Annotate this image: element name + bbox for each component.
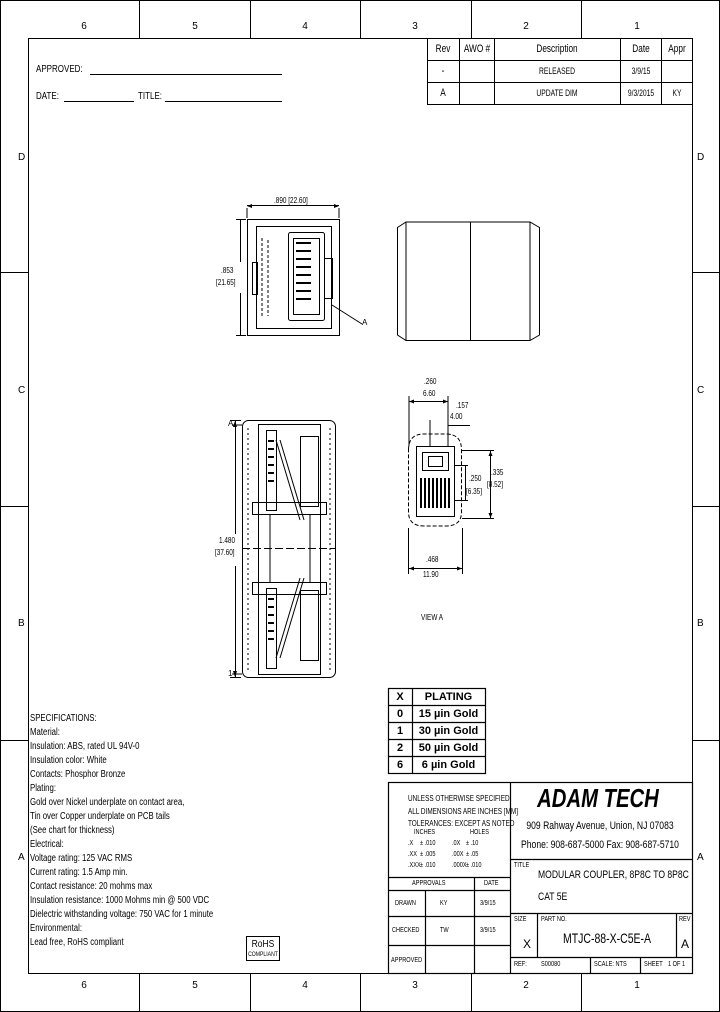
side-length-in: 1.480 bbox=[219, 536, 236, 545]
front-height-mm: [21.65] bbox=[216, 278, 236, 287]
rev-label: REV bbox=[679, 916, 691, 923]
rev-row2-description: UPDATE DIM bbox=[536, 88, 578, 98]
approved-label: APPROVED: bbox=[36, 64, 83, 75]
zone-top-3: 3 bbox=[412, 21, 418, 32]
tol-inches-label: INCHES bbox=[414, 829, 436, 836]
viewa-w2-mm: 4.00 bbox=[450, 412, 463, 421]
side-marker-top: A bbox=[228, 419, 234, 428]
approvals-date-header: DATE bbox=[484, 880, 499, 887]
plating-row-value: 30 µin Gold bbox=[418, 725, 479, 737]
zone-right-a: A bbox=[697, 852, 704, 863]
ref-label: REF: bbox=[514, 961, 527, 968]
spec-line: Material: bbox=[30, 727, 60, 738]
approval-role: DRAWN bbox=[395, 900, 416, 907]
zone-right-d: D bbox=[697, 152, 705, 163]
tol-cell: ± .05 bbox=[466, 851, 479, 858]
rev-row1-date: 3/9/15 bbox=[631, 66, 651, 76]
spec-line: Electrical: bbox=[30, 839, 64, 850]
inner-border bbox=[29, 39, 693, 974]
tolerance-note: TOLERANCES: EXCEPT AS NOTED bbox=[408, 819, 515, 828]
plating-row-code: 2 bbox=[396, 742, 404, 754]
rev-header-description: Description bbox=[536, 43, 578, 55]
spec-line: Insulation resistance: 1000 Mohms min @ 500 VDC bbox=[30, 895, 210, 906]
sheet-label: SHEET bbox=[644, 961, 663, 968]
spec-line: Insulation: ABS, rated UL 94V-0 bbox=[30, 741, 140, 752]
rev-row2-appr: KY bbox=[672, 88, 682, 98]
ref-value: S00080 bbox=[541, 961, 561, 968]
plating-header-x: X bbox=[396, 691, 404, 703]
rev-row1-description: RELEASED bbox=[538, 66, 576, 76]
spec-line: Contacts: Phosphor Bronze bbox=[30, 769, 126, 780]
plating-row-code: 6 bbox=[396, 759, 404, 771]
tol-cell: .XXX bbox=[408, 862, 421, 869]
size-label: SIZE bbox=[514, 916, 527, 923]
plating-row-code: 0 bbox=[396, 708, 404, 720]
zone-left-d: D bbox=[18, 152, 26, 163]
viewa-h1-in: .250 bbox=[469, 474, 482, 483]
date-label: DATE: bbox=[36, 91, 59, 102]
company-address: 909 Rahway Avenue, Union, NJ 07083 bbox=[526, 820, 674, 832]
plating-row-code: 1 bbox=[396, 725, 404, 737]
tolerance-note: ALL DIMENSIONS ARE INCHES [MM] bbox=[408, 807, 519, 816]
spec-line: Voltage rating: 125 VAC RMS bbox=[30, 853, 133, 864]
approval-name: KY bbox=[440, 900, 448, 907]
side-length-mm: [37.60] bbox=[215, 548, 235, 557]
tol-cell: .00X bbox=[452, 851, 464, 858]
rev-value: A bbox=[681, 937, 690, 951]
sheet-value: 1 OF 1 bbox=[668, 961, 686, 968]
viewa-w1-in: .260 bbox=[424, 377, 437, 386]
part-no-label: PART NO. bbox=[541, 916, 567, 923]
tol-cell: ± .010 bbox=[466, 862, 482, 869]
viewa-h2-in: .335 bbox=[491, 468, 504, 477]
size-value: X bbox=[523, 937, 532, 951]
title-field-label: TITLE bbox=[514, 862, 530, 869]
rohs-mark: RoHS bbox=[251, 939, 275, 950]
tolerance-note: UNLESS OTHERWISE SPECIFIED bbox=[408, 794, 510, 803]
viewa-bottom-in: .468 bbox=[426, 555, 439, 564]
tol-cell: .000X bbox=[452, 862, 467, 869]
title-label: TITLE: bbox=[138, 91, 163, 102]
zone-bottom-3: 3 bbox=[412, 980, 418, 991]
viewa-h2-mm: [8.52] bbox=[487, 480, 504, 489]
rev-header-date: Date bbox=[632, 43, 650, 55]
viewa-h1-mm: [6.35] bbox=[466, 487, 483, 496]
zone-top-1: 1 bbox=[634, 21, 640, 32]
viewa-w2-in: .157 bbox=[456, 401, 469, 410]
plating-row-value: 50 µin Gold bbox=[418, 742, 479, 754]
spec-line: Current rating: 1.5 Amp min. bbox=[30, 867, 128, 878]
spec-line: SPECIFICATIONS: bbox=[30, 713, 97, 724]
spec-line: Lead free, RoHS compliant bbox=[30, 937, 124, 948]
zone-top-4: 4 bbox=[302, 21, 308, 32]
zone-top-6: 6 bbox=[81, 21, 87, 32]
plating-row-value: 15 µin Gold bbox=[418, 708, 479, 720]
view-a-label: VIEW A bbox=[421, 613, 444, 622]
tol-cell: ± .005 bbox=[420, 851, 436, 858]
spec-line: Contact resistance: 20 mohms max bbox=[30, 881, 153, 892]
rev-row1-rev: - bbox=[441, 65, 445, 77]
approval-role: CHECKED bbox=[392, 927, 420, 934]
zone-top-5: 5 bbox=[192, 21, 198, 32]
front-height-in: .853 bbox=[221, 266, 234, 275]
zone-bottom-4: 4 bbox=[302, 980, 308, 991]
side-marker-bottom: 1 bbox=[228, 669, 233, 678]
spec-line: Plating: bbox=[30, 783, 57, 794]
company-name: ADAM TECH bbox=[537, 783, 659, 813]
rev-row2-date: 9/3/2015 bbox=[627, 88, 655, 98]
tol-cell: ± .010 bbox=[420, 840, 436, 847]
zone-left-c: C bbox=[18, 385, 26, 396]
zone-left-b: B bbox=[18, 618, 25, 629]
spec-line: Environmental: bbox=[30, 923, 83, 934]
part-number: MTJC-88-X-C5E-A bbox=[562, 930, 652, 946]
rev-header-rev: Rev bbox=[435, 43, 451, 55]
tol-cell: ± .10 bbox=[466, 840, 479, 847]
rev-header-awo: AWO # bbox=[463, 43, 491, 55]
drawing-subtitle: CAT 5E bbox=[538, 891, 568, 903]
scale-label: SCALE: NTS bbox=[594, 961, 627, 968]
zone-bottom-2: 2 bbox=[523, 980, 529, 991]
viewa-w1-mm: 6.60 bbox=[423, 389, 436, 398]
zone-right-c: C bbox=[697, 385, 705, 396]
zone-bottom-5: 5 bbox=[192, 980, 198, 991]
rev-header-appr: Appr bbox=[668, 43, 686, 55]
zone-bottom-6: 6 bbox=[81, 980, 87, 991]
zone-top-2: 2 bbox=[523, 21, 529, 32]
tol-cell: .0X bbox=[452, 840, 461, 847]
drawing-title: MODULAR COUPLER, 8P8C TO 8P8C bbox=[538, 869, 689, 881]
spec-line: Tin over Copper underplate on PCB tails bbox=[30, 811, 170, 822]
company-phone: Phone: 908-687-5000 Fax: 908-687-5710 bbox=[521, 839, 679, 851]
rohs-compliant: COMPLIANT bbox=[248, 952, 278, 958]
tol-holes-label: HOLES bbox=[470, 829, 489, 836]
spec-line: (See chart for thickness) bbox=[30, 825, 115, 836]
plating-row-value: 6 µin Gold bbox=[421, 759, 476, 771]
front-width-dim: .890 [22.60] bbox=[274, 196, 308, 205]
tol-cell: ± .010 bbox=[420, 862, 436, 869]
spec-line: Insulation color: White bbox=[30, 755, 107, 766]
zone-right-b: B bbox=[697, 618, 704, 629]
approval-name: TW bbox=[440, 927, 449, 934]
tol-cell: .XX bbox=[408, 851, 418, 858]
spec-line: Gold over Nickel underplate on contact area, bbox=[30, 797, 185, 808]
zone-bottom-1: 1 bbox=[634, 980, 640, 991]
approval-role: APPROVED bbox=[391, 957, 423, 964]
zone-left-a: A bbox=[18, 852, 25, 863]
plating-header-plating: PLATING bbox=[424, 691, 473, 703]
front-callout-a: A bbox=[362, 318, 368, 327]
approvals-header: APPROVALS bbox=[412, 880, 446, 887]
approval-date: 3/9/15 bbox=[480, 927, 496, 934]
tol-cell: .X bbox=[408, 840, 414, 847]
viewa-bottom-mm: 11.90 bbox=[423, 570, 439, 579]
rev-row2-rev: A bbox=[440, 87, 446, 99]
approval-date: 3/9/15 bbox=[480, 900, 496, 907]
spec-line: Dielectric withstanding voltage: 750 VAC for 1 minute bbox=[30, 909, 214, 920]
